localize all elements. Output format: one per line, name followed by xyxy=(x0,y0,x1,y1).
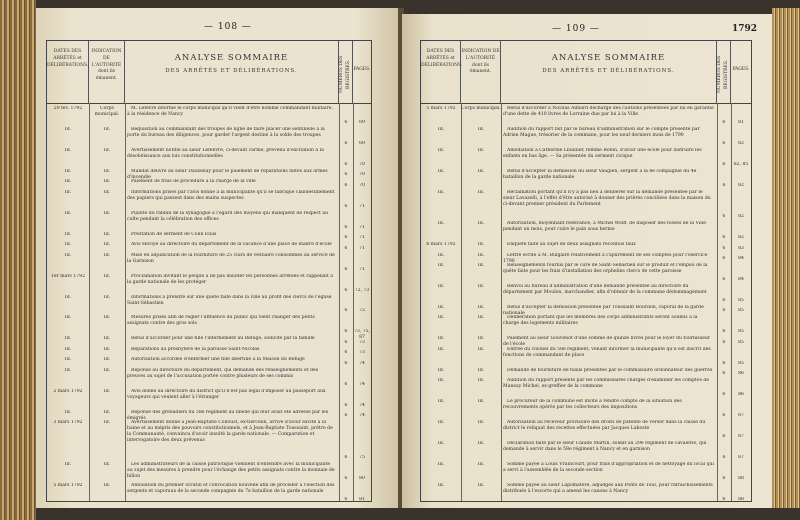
header-numbers-label: NUMÉROS DES REGISTRES. xyxy=(717,55,729,93)
row-authority: Id. xyxy=(477,252,485,258)
table-row xyxy=(47,483,371,504)
table-row xyxy=(47,148,371,169)
row-date: Id. xyxy=(64,126,72,132)
row-date: 5 mars 1792 xyxy=(53,483,83,489)
row-register-number: 6 xyxy=(722,214,726,220)
row-summary: Lettre écrite à M. Bulgaire relativement à l'apurement de ses comptes pour l'exercice 1790 xyxy=(503,252,708,264)
row-pages: 73 xyxy=(359,339,365,345)
row-date: Id. xyxy=(437,367,445,373)
row-date: Id. xyxy=(64,367,72,373)
row-pages: 72, 73 xyxy=(354,287,370,293)
row-authority: Id. xyxy=(477,242,485,248)
row-register-number: 6 xyxy=(722,277,726,283)
row-register-number: 6 xyxy=(344,172,348,178)
row-pages: 69 xyxy=(359,140,365,146)
row-register-number: 6 xyxy=(722,256,726,262)
row-authority: Id. xyxy=(103,420,111,426)
row-pages: 82 xyxy=(738,182,744,188)
table-row xyxy=(47,347,371,357)
row-register-number: 6 xyxy=(722,182,726,188)
row-date: Id. xyxy=(437,284,445,290)
row-pages: 70 xyxy=(359,161,365,167)
row-register-number: 6 xyxy=(344,287,348,293)
row-authority: Id. xyxy=(103,252,111,258)
row-pages: 80 xyxy=(359,476,365,482)
row-summary: Avis envoyé au directoire du département de la vacance d'une place de maître d'école xyxy=(131,242,332,248)
row-authority: Id. xyxy=(477,441,485,447)
row-summary: Amodiation à Catherine Lhuillier, femme Robin, d'avoir une école pour instruire les enfants en bas âge. — Sa présentée du serment civique xyxy=(503,147,702,159)
header-title-text: ANALYSE SOMMAIRE xyxy=(551,53,666,63)
row-date: Id. xyxy=(64,336,72,342)
row-summary: Le procureur de la commune est invité à rendre compte de la situation des recouvrements opérés par les collecteurs des impositions xyxy=(503,399,682,411)
table-row xyxy=(47,169,371,179)
row-date: Id. xyxy=(64,242,72,248)
row-summary: Mesures prises afin de régler l'affluence du public qui vient changer des petits assignats contre des gros sols xyxy=(127,315,315,327)
row-pages: 83 xyxy=(738,245,744,251)
row-date: Id. xyxy=(437,126,445,132)
row-register-number: 6 xyxy=(722,119,726,125)
row-date: Id. xyxy=(64,147,72,153)
row-summary: Proclamation invitant le peuple à ne pas insulter les personnes arrêtées et rappelant à la garde nationale de les protéger xyxy=(127,273,334,285)
row-summary: Réponse au directoire du département, qui demande des renseignements et des preuves au sujet de l'accusation portée contre plusieurs de ses commis xyxy=(127,367,319,379)
table-row xyxy=(47,190,371,211)
row-register-number: 6 xyxy=(344,413,348,419)
row-date: Id. xyxy=(64,357,72,363)
row-pages: 88 xyxy=(738,476,744,482)
row-authority: Id. xyxy=(103,210,111,216)
header-dates: DATES DES ARRÊTÉS et DÉLIBÉRATIONS. xyxy=(47,41,89,103)
row-summary: Enquête faite au sujet de deux assignats reconnus faux xyxy=(507,242,636,248)
header-authority: INDICATION DE L'AUTORITÉ dont ils émanent. xyxy=(461,41,501,103)
row-date: Id. xyxy=(437,168,445,174)
row-pages: 82 xyxy=(738,235,744,241)
row-authority: Id. xyxy=(103,189,111,195)
left-page-edges xyxy=(0,0,36,520)
row-authority: Id. xyxy=(477,126,485,132)
row-register-number: 6 xyxy=(722,140,726,146)
row-register-number: 6 xyxy=(344,476,348,482)
row-register-number: 6 xyxy=(722,245,726,251)
row-summary: Renseignements fournis par le curé de Saint-Sébastien sur le produit et l'emploi de la quête faite pour les frais d'installation des orphelins clercs de cette paroisse xyxy=(503,263,708,275)
table-row xyxy=(421,263,751,284)
table-row xyxy=(421,336,751,346)
row-register-number: 6 xyxy=(722,297,726,303)
row-date: Id. xyxy=(437,189,445,195)
table-row xyxy=(47,410,371,420)
row-date: Id. xyxy=(437,252,445,258)
row-authority: Id. xyxy=(477,367,485,373)
row-authority: Id. xyxy=(103,231,111,237)
row-date: Id. xyxy=(437,263,445,269)
row-register-number: 6 xyxy=(722,476,726,482)
header-dates: DATES DES ARRÊTÉS et DÉLIBÉRATIONS. xyxy=(421,41,461,103)
header-subtitle: DES ARRÊTÉS ET DÉLIBÉRATIONS. xyxy=(542,68,675,75)
table-row xyxy=(421,420,751,441)
row-pages: 74 xyxy=(359,413,365,419)
row-date: Id. xyxy=(437,315,445,321)
row-register-number: 6 xyxy=(722,235,726,241)
right-table-body xyxy=(421,103,751,501)
row-authority: Id. xyxy=(477,483,485,489)
table-row xyxy=(47,232,371,242)
table-row xyxy=(47,242,371,252)
table-row xyxy=(47,368,371,389)
row-pages: 71 xyxy=(359,245,365,251)
row-pages: 81 xyxy=(359,496,365,502)
row-summary: Refus d'accepter la démission présentée par Toussaint Bourdon, caporal de la garde nationale xyxy=(503,305,704,316)
row-authority: Id. xyxy=(103,179,111,185)
table-row xyxy=(47,420,371,462)
row-authority: Id. xyxy=(477,399,485,405)
row-date: 29 fév. 1792 xyxy=(53,106,83,111)
right-page xyxy=(402,14,772,508)
table-row xyxy=(47,336,371,346)
row-register-number: 6 xyxy=(344,235,348,241)
left-page-number: — 108 — xyxy=(204,22,252,32)
row-pages: 70 xyxy=(359,172,365,178)
row-summary: Renvoi au bureau d'administration d'une demande présentée au directoire du département par Moulon, marchandier, afin d'obtenir de la commune dédommagement xyxy=(503,284,707,296)
row-authority: Id. xyxy=(103,126,111,132)
row-authority: Id. xyxy=(477,305,485,310)
row-authority: Id. xyxy=(103,462,111,468)
row-pages: 82 xyxy=(738,140,744,146)
header-title-text: ANALYSE SOMMAIRE xyxy=(174,53,289,63)
table-row xyxy=(421,284,751,305)
row-pages: 85 xyxy=(738,308,744,314)
table-row xyxy=(47,274,371,295)
table-row xyxy=(421,148,751,169)
row-date: Id. xyxy=(437,336,445,342)
row-pages: 85 xyxy=(738,339,744,345)
row-register-number: 6 xyxy=(344,161,348,167)
table-row xyxy=(421,127,751,148)
row-date: 3 mars 1792 xyxy=(53,420,83,426)
right-table-header xyxy=(421,41,751,104)
row-summary: Les administrateurs de la caisse patriotique viennent d'entendre avec la municipalité au sujet des mesures à prendre pour l'échange des petits assignats contre la monnaie de billon xyxy=(127,462,335,480)
row-authority: Id. xyxy=(477,420,485,426)
row-pages: 73 xyxy=(359,350,365,356)
row-pages: 71 xyxy=(359,224,365,230)
row-date: Id. xyxy=(64,210,72,216)
row-date: Id. xyxy=(437,346,445,352)
row-pages: 84 xyxy=(738,256,744,262)
table-row xyxy=(47,106,371,127)
row-pages: 85 xyxy=(738,297,744,303)
row-date: 6 mars 1792 xyxy=(426,242,456,248)
row-authority: Id. xyxy=(103,357,111,363)
row-authority: Id. xyxy=(477,315,485,321)
row-authority: Id. xyxy=(477,462,485,468)
row-date: Id. xyxy=(64,315,72,321)
row-summary: Entrée du colonel du 58e régiment, venant informer la municipalité qu'il est inscrit des fonctions de commandant de place xyxy=(503,346,711,358)
row-authority: Id. xyxy=(103,168,111,174)
row-register-number: 6 xyxy=(344,119,348,125)
row-register-number: 6 xyxy=(722,161,726,167)
table-row xyxy=(47,462,371,483)
row-pages: 74 xyxy=(359,360,365,366)
row-register-number: 6 xyxy=(344,381,348,387)
row-summary: Réparations au presbytère de la paroisse Saint-Nicolas xyxy=(131,346,260,352)
header-pages: PAGES. xyxy=(353,67,371,72)
row-register-number: 6 xyxy=(722,329,726,335)
row-date: Id. xyxy=(64,189,72,195)
row-register-number: 6 xyxy=(344,140,348,146)
table-row xyxy=(421,190,751,221)
row-summary: Autorisation au receveur provisoire des droits de patente de verser dans la caisse du district le reliquat des recettes effectuées par Jacques Laboste xyxy=(503,420,706,432)
row-summary: Audition du rapport fait par le bureau d'administration sur le compte présenté par Adrien Mague, trésorier de la commune, pour les neuf derniers mois de 1790 xyxy=(503,126,700,138)
row-authority: Id. xyxy=(477,221,485,227)
row-summary: Somme payée à Louis Vraincourt, pour frais d'appropriation et de nettoyage du local qui a servi à l'assemblée de la seconde section xyxy=(503,462,714,474)
row-summary: Refus d'accorder à Nicolas Aimard décharge des cautions présentées par lui en garantie d'une dette de 410 livres de Lorraine due par lui à la Ville xyxy=(503,106,714,117)
row-pages: 87 xyxy=(738,455,744,461)
row-pages: 86 xyxy=(738,371,744,377)
table-row xyxy=(421,378,751,399)
row-pages: 87 xyxy=(738,434,744,440)
row-register-number: 6 xyxy=(344,245,348,251)
row-register-number: 6 xyxy=(722,339,726,345)
row-summary: Refus d'accepter la démission du sieur Vaugien, sergent à la 8e compagnie du 4e bataillon de la garde nationale xyxy=(503,168,697,180)
row-register-number: 6 xyxy=(722,392,726,398)
row-pages: 81 xyxy=(738,119,744,125)
row-date: Id. xyxy=(64,179,72,185)
row-pages: 87 xyxy=(738,413,744,419)
row-authority: Id. xyxy=(103,242,111,248)
row-summary: Avis donné au directoire du district qu'il n'est pas légal d'imposer au passeport aux voyageurs qui veulent aller à l'étranger xyxy=(127,388,326,400)
row-register-number: 6 xyxy=(344,329,348,335)
row-register-number: 6 xyxy=(344,496,348,502)
header-numbers-label: NUMÉROS DES REGISTRES. xyxy=(339,55,351,93)
row-authority: Id. xyxy=(103,409,111,415)
row-pages: 88 xyxy=(738,496,744,502)
row-authority: Id. xyxy=(103,483,111,489)
row-register-number: 6 xyxy=(344,182,348,188)
table-row xyxy=(47,211,371,232)
table-row xyxy=(421,315,751,336)
table-row xyxy=(421,169,751,190)
row-summary: Mise en adjudication de la fourniture de 25 cuirs de vestiaire consommés au service de la Garnison xyxy=(127,252,335,264)
row-authority: Id. xyxy=(477,168,485,174)
row-authority: Id. xyxy=(103,336,111,342)
row-summary: Réponse des grenadiers du 58e régiment au libelle qui leur avait été adressé par les émigrés xyxy=(127,409,329,421)
row-authority: Id. xyxy=(103,294,111,300)
table-row xyxy=(421,221,751,242)
row-register-number: 6 xyxy=(344,224,348,230)
row-date: Id. xyxy=(64,409,72,415)
left-table-header xyxy=(47,41,371,104)
row-date: Id. xyxy=(64,294,72,300)
page-year: 1792 xyxy=(732,24,758,34)
header-pages: PAGES. xyxy=(732,67,750,72)
row-authority: Corps municipal. xyxy=(461,106,501,111)
row-pages: 74 xyxy=(359,381,365,387)
row-summary: Déclaration faite par le sieur Claude Martin, soldat au 29e régiment de cavalerie, qui demande à servir dans le 58e régiment à Nancy et en garnison xyxy=(503,441,707,453)
row-authority: Id. xyxy=(477,284,485,290)
row-pages: 69 xyxy=(359,119,365,125)
row-authority: Id. xyxy=(103,346,111,352)
row-register-number: 6 xyxy=(722,371,726,377)
row-summary: Paiement au sieur Gouvenot d'une somme de quinze livres pour le loyer du fournisseur de l'école xyxy=(503,336,710,347)
row-date: 1er mars 1792 xyxy=(50,273,86,279)
table-row xyxy=(47,295,371,316)
header-title xyxy=(125,41,339,103)
row-date: Id. xyxy=(437,483,445,489)
table-row xyxy=(421,483,751,504)
table-row xyxy=(421,462,751,483)
row-summary: Réquisition au commandant des troupes de ligne de faire placer une sentinelle à la porte du bureau des diligences, pour garder l'argent destiné à la solde des troupes xyxy=(127,126,325,138)
row-pages: 86 xyxy=(738,392,744,398)
left-page xyxy=(36,8,400,508)
row-date: 5 mars 1792 xyxy=(426,106,456,111)
left-table-body xyxy=(47,103,371,501)
table-row xyxy=(421,347,751,368)
row-date: Id. xyxy=(437,305,445,310)
row-summary: Plainte du rabbin de la synagogue à l'égard des moyens qui manquent de respect au culte pendant la célébration des offices xyxy=(127,210,329,222)
row-authority: Id. xyxy=(103,315,111,321)
table-row xyxy=(421,242,751,252)
header-numbers xyxy=(717,41,731,103)
table-row xyxy=(47,389,371,410)
row-authority: Corps municipal. xyxy=(94,106,120,117)
row-summary: M. Lefèvre informe le corps municipal qu'il vient d'être nommé commandant militaire, à la résidence de Nancy xyxy=(127,106,333,117)
row-register-number: 6 xyxy=(344,203,348,209)
table-row xyxy=(47,127,371,148)
row-pages: 84 xyxy=(738,277,744,283)
row-summary: Délibération portant que les membres des corps administratifs seront soumis à la charge des logements militaires xyxy=(503,315,698,327)
row-date: Id. xyxy=(64,252,72,258)
row-summary: Audition du rapport présenté par les commissaires chargés d'examiner les comptes de Mansuy Michel, ex-greffier de la commune xyxy=(503,378,710,390)
row-date: Id. xyxy=(437,441,445,447)
table-row xyxy=(421,368,751,378)
row-authority: Id. xyxy=(477,378,485,384)
row-summary: Somme payée au sieur Lapomatère, adjudgés aux Ponts de Toul, pour rafraîchissements distribués à l'escorte qui a amené les canons à Nancy xyxy=(503,483,713,495)
row-pages: 85 xyxy=(738,360,744,366)
row-pages: 82 xyxy=(738,214,744,220)
row-pages: 74 xyxy=(359,402,365,408)
row-summary: Réclamation portant qu'il n'y a pas lieu à délibérer sur la demande présentée par le sieur Lavazelli, à l'effet d'être autorisé à donner des prières conciliées dans la maison du ci-devant premier président du Parlement xyxy=(503,189,711,207)
row-date: Id. xyxy=(64,462,72,468)
row-register-number: 6 xyxy=(344,455,348,461)
table-row xyxy=(421,399,751,420)
row-summary: Annulation du premier scrutin et convocation nouvelle afin de procéder à l'élection des sergents et caporaux de la seconde compagnie du 7e bataillon de la garde nationale xyxy=(127,483,335,495)
row-summary: Informations à prendre sur une quête faite dans la ville au profit des clercs de l'église Saint-Sébastien xyxy=(127,294,332,306)
row-summary: Avertissement donné à Jean-Baptiste Colloust, ex-tiercelin, arrivé d'avoir excité à la haine et au mépris des pouvoirs constitutionnels, et à Jean-Baptiste Toussaint, prêtre de la Communauté, convaincu d'avoir insulté la garde nationale. — Comparution et interrogatoire des deux prévenus xyxy=(127,420,333,444)
row-register-number: 6 xyxy=(344,308,348,314)
row-pages: 85 xyxy=(738,329,744,335)
table-row xyxy=(421,305,751,315)
row-date: Id. xyxy=(64,168,72,174)
row-summary: Prestation de serment de Colin Elias xyxy=(131,231,217,237)
row-pages: 71 xyxy=(359,203,365,209)
row-pages: 71 xyxy=(359,266,365,272)
row-authority: Id. xyxy=(103,367,111,373)
row-date: Id. xyxy=(437,378,445,384)
row-summary: Paiement de frais de procédure à la charge de la ville xyxy=(131,179,256,185)
row-date: Id. xyxy=(437,399,445,405)
row-register-number: 6 xyxy=(722,455,726,461)
row-summary: Autorisation, moyennant redevance, à Michel Wolff, de disposer des fosses de la Ville pendant un mois, pour cuire le pain sous berme xyxy=(503,221,706,233)
header-title xyxy=(501,41,717,103)
row-register-number: 6 xyxy=(722,413,726,419)
header-authority: INDICATION DE L'AUTORITÉ dont ils émanent. xyxy=(89,41,125,103)
row-summary: Mandat délivré au sieur Dauzenay pour le paiement de réparations faites aux armes d'incendie xyxy=(127,168,328,180)
row-date: Id. xyxy=(437,462,445,468)
table-row xyxy=(421,253,751,263)
row-register-number: 6 xyxy=(344,339,348,345)
row-date: Id. xyxy=(437,147,445,153)
row-register-number: 6 xyxy=(344,360,348,366)
row-register-number: 6 xyxy=(722,308,726,314)
right-table xyxy=(420,40,752,502)
row-register-number: 6 xyxy=(344,266,348,272)
row-authority: Id. xyxy=(103,147,111,153)
row-date: Id. xyxy=(437,221,445,227)
row-authority: Id. xyxy=(477,147,485,153)
row-register-number: 6 xyxy=(344,350,348,356)
row-pages: 73, 75, 87 xyxy=(353,329,371,341)
left-table xyxy=(46,40,372,502)
right-page-edges xyxy=(772,8,800,508)
row-pages: 72 xyxy=(359,308,365,314)
header-numbers xyxy=(339,41,353,103)
right-page-number: — 109 — xyxy=(552,24,600,34)
row-date: Id. xyxy=(64,231,72,237)
row-pages: 82, 85 xyxy=(733,161,749,167)
row-register-number: 6 xyxy=(722,360,726,366)
row-summary: Demande de fourniture de fusils présentée par le commissaire ordonnateur des guerres xyxy=(507,367,713,373)
row-summary: Avertissement notifié au sieur Lefebvre, ci-devant carme, prévenu d'excitation à la désobéissance aux lois constitutionnelles xyxy=(127,147,324,159)
row-authority: Id. xyxy=(477,346,485,352)
row-authority: Id. xyxy=(477,336,485,342)
row-authority: Id. xyxy=(477,263,485,269)
row-date: Id. xyxy=(437,420,445,426)
row-pages: 70 xyxy=(359,182,365,188)
row-authority: Id. xyxy=(477,189,485,195)
row-pages: 75 xyxy=(359,455,365,461)
row-summary: Autorisation accordée d'enfermer une fille libertine à la Maison du Refuge xyxy=(131,357,305,363)
row-register-number: 6 xyxy=(722,434,726,440)
table-row xyxy=(421,441,751,462)
row-summary: Informations prises par l'avis donné à la municipalité qu'il se fabrique clandestinement des papiers qui passent dans des mains suspectes xyxy=(127,189,335,201)
row-date: 2 mars 1792 xyxy=(53,388,83,394)
table-row xyxy=(47,357,371,367)
table-row xyxy=(47,253,371,274)
row-register-number: 6 xyxy=(722,496,726,502)
row-summary: Refus d'accorder pour une fille l'internement au Refuge, sollicité par la famille xyxy=(131,336,315,342)
row-authority: Id. xyxy=(103,273,111,279)
table-row xyxy=(421,106,751,127)
row-authority: Id. xyxy=(103,388,111,394)
row-register-number: 6 xyxy=(344,402,348,408)
row-pages: 71 xyxy=(359,235,365,241)
header-subtitle: DES ARRÊTÉS ET DÉLIBÉRATIONS. xyxy=(165,68,298,75)
row-date: Id. xyxy=(64,346,72,352)
table-row xyxy=(47,179,371,189)
